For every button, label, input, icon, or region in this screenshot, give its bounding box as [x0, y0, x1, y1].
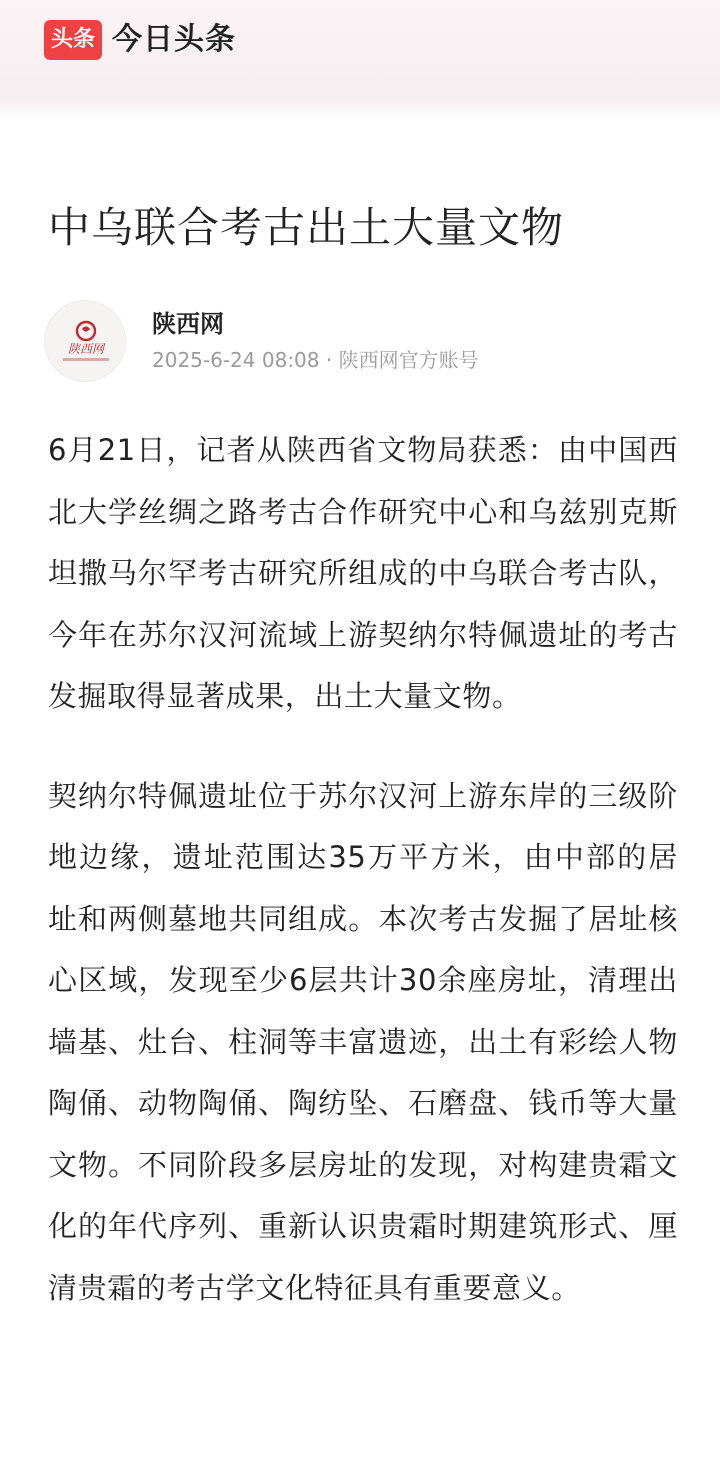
svg-text:陕西网: 陕西网	[67, 342, 105, 356]
author-avatar[interactable]	[44, 300, 126, 382]
app-name[interactable]: 今日头条	[112, 22, 236, 57]
publish-meta: 2025-6-24 08:08 · 陕西网官方账号	[152, 348, 479, 372]
article-body	[48, 420, 678, 1319]
article-paragraph: 契纳尔特佩遗址位于苏尔汉河上游东岸的三级阶地边缘，遗址范围达35万平方米，由中部的居址和两侧墓地共同组成。本次考古发掘了居址核心区域，发现至少6层共计30余座房址，清理出墙基、灶台、柱洞等丰富遗迹，出土有彩绘人物陶俑、动物陶俑、陶纺坠、石磨盘、钱币等大量文物。不同阶段多层房址的发现，对构建贵霜文化的年代序列、重新认识贵霜时期建筑形式、厘清贵霜的考古学文化特征具有重要意义。	[48, 778, 678, 1305]
shaanxi-net-logo-icon	[45, 301, 126, 382]
toutiao-logo-icon[interactable]: 头条	[44, 20, 102, 60]
article-paragraph: 6月21日，记者从陕西省文物局获悉：由中国西北大学丝绸之路考古合作研究中心和乌兹别克斯坦撒马尔罕考古研究所组成的中乌联合考古队，今年在苏尔汉河流域上游契纳尔特佩遗址的考古发掘取得显著成果，出土大量文物。	[48, 433, 678, 713]
article-title: 中乌联合考古出土大量文物	[48, 203, 565, 252]
app-header	[0, 0, 720, 118]
author-name[interactable]: 陕西网	[152, 310, 224, 338]
